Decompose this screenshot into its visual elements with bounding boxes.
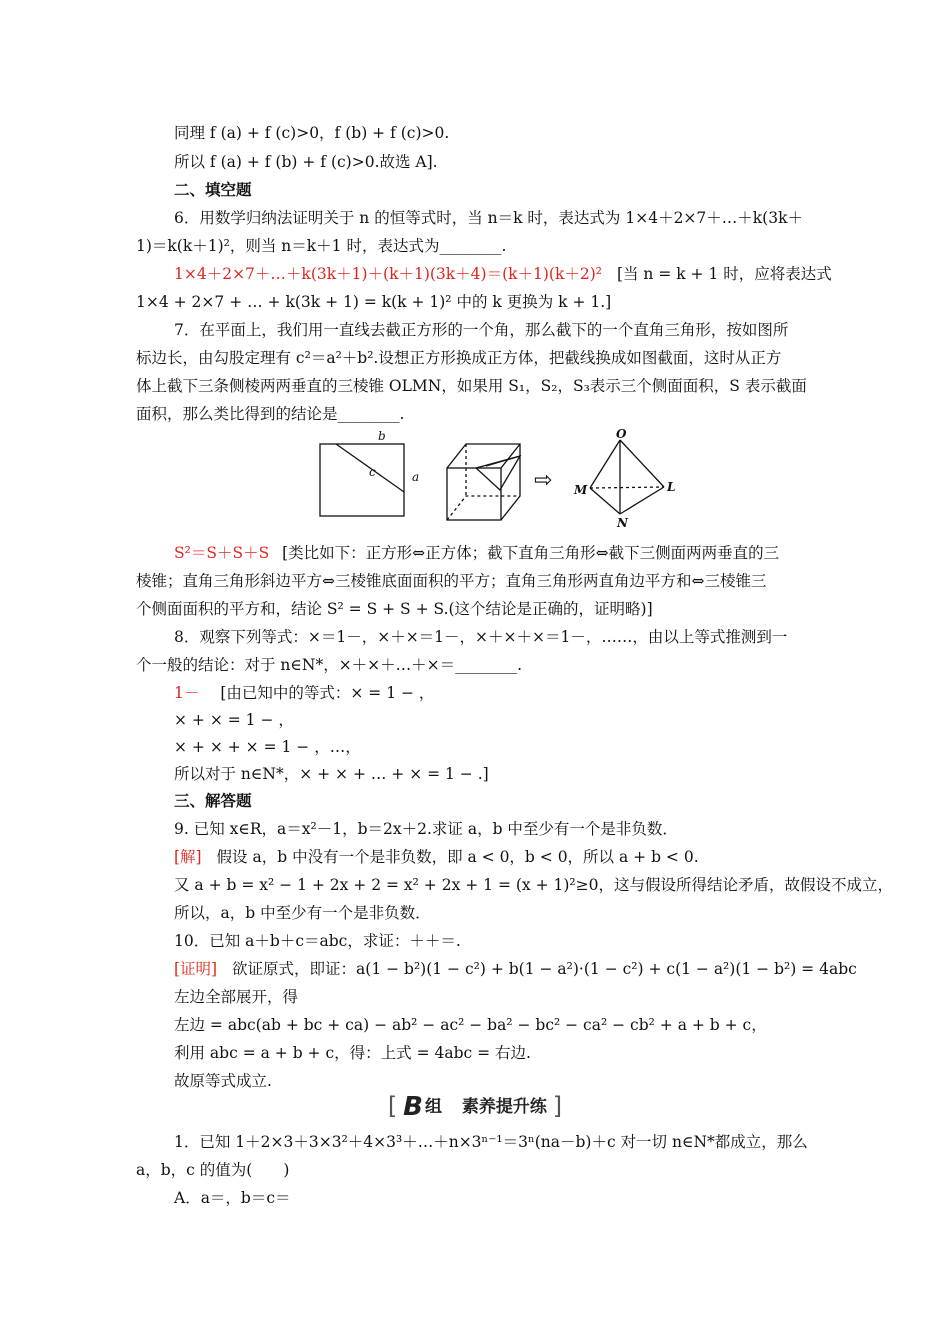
answer-6-explanation: [当 n = k + 1 时，应将表达式: [616, 265, 832, 283]
group-b-banner: [ B 组 素养提升练 ]: [387, 1092, 563, 1122]
label-b: b: [378, 429, 386, 443]
proof-10-line-1: [174, 957, 857, 981]
answer-8-line-1: [174, 681, 434, 705]
text-line: 同理 f (a) + f (c)>0，f (b) + f (c)>0.: [174, 124, 450, 142]
solution-9-line-3: 所以，a，b 中至少有一个是非负数．: [174, 904, 431, 922]
question-6-line-1: 6．用数学归纳法证明关于 n 的恒等式时，当 n＝k 时，表达式为 1×4＋2×7＋…＋k(3k＋: [174, 209, 803, 227]
answer-6-line-2: 1×4 + 2×7 + … + k(3k + 1) = k(k + 1)² 中的 k 更换为 k + 1.]: [136, 293, 612, 311]
question-8-line-2: 个一般的结论：对于 n∈N*，×＋×＋…＋×＝________.: [136, 656, 523, 674]
pyramid-edge-ol: [620, 440, 664, 487]
answer-8-line-3: × + × + × = 1 − ，…，: [174, 738, 361, 756]
proof-10-line-3: 左边 = abc(ab + bc + ca) − ab² − ac² − ba² − bc² − ca² − cb² + a + b + c，: [174, 1016, 767, 1034]
label-o: O: [616, 427, 627, 441]
label-c: c: [369, 465, 376, 479]
solution-9-text: 假设 a，b 中没有一个是非负数，即 a < 0，b < 0，所以 a + b < 0.: [216, 848, 699, 866]
answer-8-line-4: 所以对于 n∈N*，× + × + … + × = 1 − .]: [174, 765, 489, 783]
label-m: M: [574, 483, 588, 497]
b-question-1-line-1: 1．已知 1＋2×3＋3×3²＋4×3³＋…＋n×3ⁿ⁻¹＝3ⁿ(na－b)＋c 对一切 n∈N*都成立，那么: [174, 1133, 808, 1151]
solution-9-line-2: 又 a + b = x² − 1 + 2x + 2 = x² + 2x + 1 = (x + 1)²≥0，这与假设所得结论矛盾，故假设不成立，: [174, 876, 893, 894]
b-question-1-option-a: A．a＝，b＝c＝: [174, 1189, 291, 1207]
proof-10-text: 欲证原式，即证：a(1 − b²)(1 − c²) + b(1 − a²)·(1 − c²) + c(1 − a²)(1 − b²) = 4abc: [232, 960, 857, 978]
answer-8-line-2: × + × = 1 − ，: [174, 711, 294, 729]
arrow-icon: ⇨: [534, 468, 553, 493]
question-10: 10．已知 a＋b＋c＝abc，求证：＋＋＝.: [174, 932, 461, 950]
pyramid-edge-ln: [620, 487, 664, 514]
question-7-line-1: 7．在平面上，我们用一直线去截正方形的一个角，那么截下的一个直角三角形，按如图所: [174, 321, 789, 339]
pyramid-edge-om: [590, 440, 620, 488]
square-shape: [320, 444, 404, 516]
answer-6-value: 1×4＋2×7＋…＋k(3k＋1)＋(k＋1)(3k＋4)＝(k＋1)(k＋2)²: [174, 265, 602, 283]
answer-8-explanation: [由已知中的等式：× = 1 − ，: [220, 684, 435, 702]
group-title: 素养提升练: [461, 1097, 547, 1117]
text-line: 所以 f (a) + f (b) + f (c)>0.故选 A].: [174, 153, 438, 171]
cube-edge: [501, 444, 520, 468]
answer-7-line-3: 个侧面面积的平方和，结论 S² = S + S + S.(这个结论是正确的，证明略)]: [136, 600, 653, 618]
answer-7-line-2: 棱锥；直角三角形斜边平方⇔三棱锥底面面积的平方；直角三角形两直角边平方和⇔三棱锥三: [136, 572, 767, 590]
question-6-line-2: 1)＝k(k＋1)²，则当 n＝k＋1 时，表达式为________.: [136, 237, 507, 255]
question-7-line-2: 标边长，由勾股定理有 c²＝a²＋b².设想正方形换成正方体，把截线换成如图截面，这时从正方: [136, 349, 782, 367]
section-heading: 三、解答题: [174, 791, 252, 810]
solution-tag: [解]: [174, 848, 202, 866]
group-b-letter: B: [403, 1092, 423, 1122]
section-heading: 二、填空题: [174, 180, 252, 199]
proof-10-line-2: 左边全部展开，得: [174, 988, 299, 1006]
question-7-line-4: 面积，那么类比得到的结论是________.: [136, 405, 405, 423]
pyramid-edge-mn: [590, 488, 620, 514]
answer-7-line-1: [174, 541, 779, 565]
label-a: a: [412, 470, 420, 484]
cube-cut-section: [476, 456, 520, 490]
label-l: L: [667, 480, 676, 494]
proof-tag: [证明]: [174, 960, 218, 978]
question-9: 9. 已知 x∈R，a＝x²－1，b＝2x＋2.求证 a，b 中至少有一个是非负数．: [174, 820, 678, 838]
cube-back-edges: [447, 444, 520, 520]
proof-10-line-5: 故原等式成立.: [174, 1072, 272, 1090]
group-label: 组: [424, 1097, 442, 1117]
cube-front-face: [447, 468, 501, 520]
solution-9-line-1: [174, 845, 699, 869]
label-n: N: [617, 516, 628, 530]
b-question-1-line-2: a，b，c 的值为( ): [136, 1161, 290, 1179]
cube-hidden-edges: [447, 496, 520, 520]
answer-7-explanation: [类比如下：正方形⇔正方体；截下直角三角形⇔截下三侧面两两垂直的三: [282, 544, 780, 562]
question-7-line-3: 体上截下三条侧棱两两垂直的三棱锥 OLMN，如果用 S₁，S₂，S₃表示三个侧面面积，S 表示截面: [136, 377, 807, 395]
answer-8-value: 1－: [174, 684, 200, 702]
question-8-line-1: 8．观察下列等式：×＝1－，×＋×＝1－，×＋×＋×＝1－，……，由以上等式推测到一: [174, 628, 788, 646]
pyramid-edge-ml: [590, 487, 664, 488]
proof-10-line-4: 利用 abc = a + b + c，得：上式 = 4abc = 右边.: [174, 1044, 531, 1062]
answer-7-value: S²＝S＋S＋S: [174, 544, 270, 562]
